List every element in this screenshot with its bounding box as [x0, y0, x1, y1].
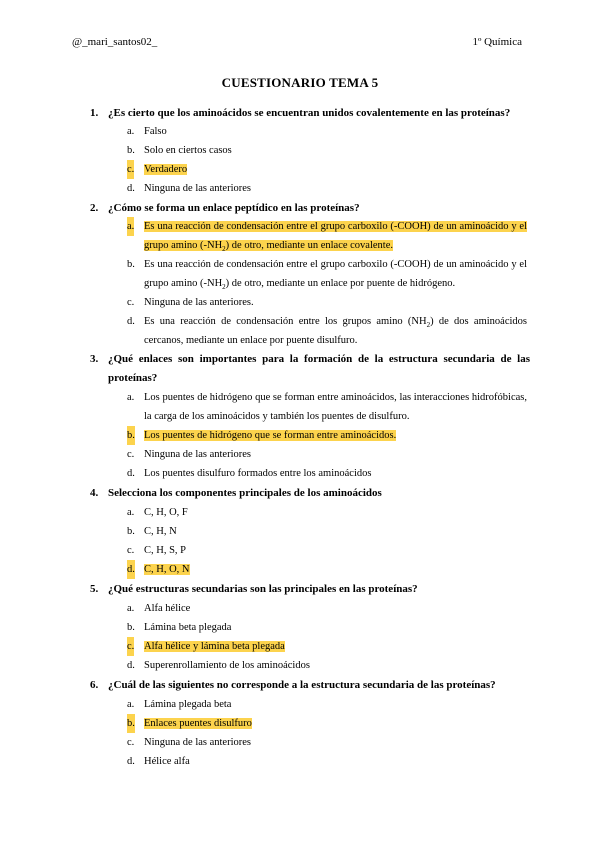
- question-6: [90, 676, 530, 695]
- option-letter: d.: [127, 183, 135, 194]
- option-text: Lámina plegada beta: [144, 699, 232, 710]
- question-number: 3.: [90, 353, 99, 365]
- question-number: 4.: [90, 487, 99, 499]
- question-text: ¿Qué enlaces son importantes para la formación de la estructura secundaria de las proteínas?: [108, 353, 530, 384]
- option-letter: a.: [127, 392, 135, 403]
- question-text: ¿Es cierto que los aminoácidos se encuentran unidos covalentemente en las proteínas?: [108, 107, 511, 119]
- option-letter: c.: [127, 545, 135, 556]
- option-letter: b.: [127, 622, 135, 633]
- option-text: Superenrollamiento de los aminoácidos: [144, 660, 310, 671]
- question-number: 2.: [90, 202, 99, 214]
- question-text: Selecciona los componentes principales de los aminoácidos: [108, 487, 382, 499]
- option-2a: [127, 217, 527, 255]
- question-text: ¿Cómo se forma un enlace peptídico en las proteínas?: [108, 202, 360, 214]
- option-letter: b.: [127, 714, 135, 733]
- option-2b: [127, 255, 527, 293]
- option-5d: [127, 656, 527, 675]
- option-text: Hélice alfa: [144, 756, 190, 767]
- option-1c: [127, 160, 527, 179]
- page-title: CUESTIONARIO TEMA 5: [221, 75, 379, 90]
- option-3a: [127, 388, 527, 426]
- header-course: 1º Química: [472, 36, 522, 48]
- option-6a: [127, 695, 527, 714]
- option-3d: [127, 464, 527, 483]
- option-4c: [127, 541, 527, 560]
- option-letter: b.: [127, 145, 135, 156]
- option-text-correct: Alfa hélice y lámina beta plegada: [144, 641, 285, 652]
- option-4d: [127, 560, 527, 579]
- question-3: [90, 350, 530, 388]
- option-text-correct: C, H, O, N: [144, 564, 190, 575]
- option-text: Ninguna de las anteriores.: [144, 297, 254, 308]
- option-5a: [127, 599, 527, 618]
- option-letter: a.: [127, 699, 135, 710]
- option-text-correct: Enlaces puentes disulfuro: [144, 718, 252, 729]
- header-author: @_mari_santos02_: [72, 36, 158, 48]
- option-2d: [127, 312, 527, 350]
- option-text: Los puentes disulfuro formados entre los aminoácidos: [144, 468, 372, 479]
- option-6d: [127, 752, 527, 771]
- question-4: [90, 484, 530, 503]
- option-letter: c.: [127, 637, 134, 656]
- question-1: [90, 104, 530, 123]
- option-text-correct: Los puentes de hidrógeno que se forman entre aminoácidos.: [144, 430, 397, 441]
- option-letter: c.: [127, 737, 135, 748]
- option-text: Falso: [144, 126, 167, 137]
- question-number: 6.: [90, 679, 99, 691]
- option-1d: [127, 179, 527, 198]
- question-number: 5.: [90, 583, 99, 595]
- option-letter: d.: [127, 316, 135, 327]
- option-4b: [127, 522, 527, 541]
- option-text: C, H, N: [144, 526, 177, 537]
- option-1b: [127, 141, 527, 160]
- option-text: Los puentes de hidrógeno que se forman entre aminoácidos, las interacciones hidrofóbicas, la carga de los aminoácidos y también los puentes de disulfuro.: [144, 392, 527, 422]
- option-1a: [127, 122, 527, 141]
- option-4a: [127, 503, 527, 522]
- option-text: Ninguna de las anteriores: [144, 183, 252, 194]
- option-text: Alfa hélice: [144, 603, 191, 614]
- question-text: ¿Qué estructuras secundarias son las principales en las proteínas?: [108, 583, 418, 595]
- option-text: Es una reacción de condensación entre el grupo carboxilo (-COOH) de un aminoácido y el grupo amino $(-NH_2)$ de otro, mediante un enlace por puente de hidrógeno.: [144, 259, 527, 292]
- option-letter: d.: [127, 468, 135, 479]
- option-letter: d.: [127, 560, 135, 579]
- option-letter: c.: [127, 297, 135, 308]
- question-2: [90, 199, 530, 218]
- option-text: Solo en ciertos casos: [144, 145, 232, 156]
- option-5c: [127, 637, 527, 656]
- question-5: [90, 580, 530, 599]
- option-letter: c.: [127, 449, 135, 460]
- option-5b: [127, 618, 527, 637]
- option-6b: [127, 714, 527, 733]
- option-6c: [127, 733, 527, 752]
- option-text-correct: Es una reacción de condensación entre el grupo carboxilo (-COOH) de un aminoácido y el grupo amino $(-NH_2)$ de otro, mediante un enlace covalente.: [144, 221, 527, 254]
- option-2c: [127, 293, 527, 312]
- option-letter: c.: [127, 160, 134, 179]
- option-text: Ninguna de las anteriores: [144, 737, 252, 748]
- question-text: ¿Cuál de las siguientes no corresponde a la estructura secundaria de las proteínas?: [108, 679, 496, 691]
- option-text-correct: Verdadero: [144, 164, 188, 175]
- option-letter: b.: [127, 259, 135, 270]
- option-text: Lámina beta plegada: [144, 622, 232, 633]
- question-number: 1.: [90, 107, 99, 119]
- option-3b: [127, 426, 527, 445]
- option-text: C, H, O, F: [144, 507, 188, 518]
- option-letter: b.: [127, 526, 135, 537]
- option-text: C, H, S, P: [144, 545, 187, 556]
- option-3c: [127, 445, 527, 464]
- option-letter: a.: [127, 126, 135, 137]
- option-letter: d.: [127, 756, 135, 767]
- option-letter: a.: [127, 603, 135, 614]
- option-letter: b.: [127, 426, 135, 445]
- option-letter: a.: [127, 217, 134, 236]
- option-text: Es una reacción de condensación entre los grupos amino $(NH_2)$ de dos aminoácidos cercanos, mediante un enlace por puente disulfuro.: [144, 316, 527, 346]
- option-letter: a.: [127, 507, 135, 518]
- option-letter: d.: [127, 660, 135, 671]
- option-text: Ninguna de las anteriores: [144, 449, 252, 460]
